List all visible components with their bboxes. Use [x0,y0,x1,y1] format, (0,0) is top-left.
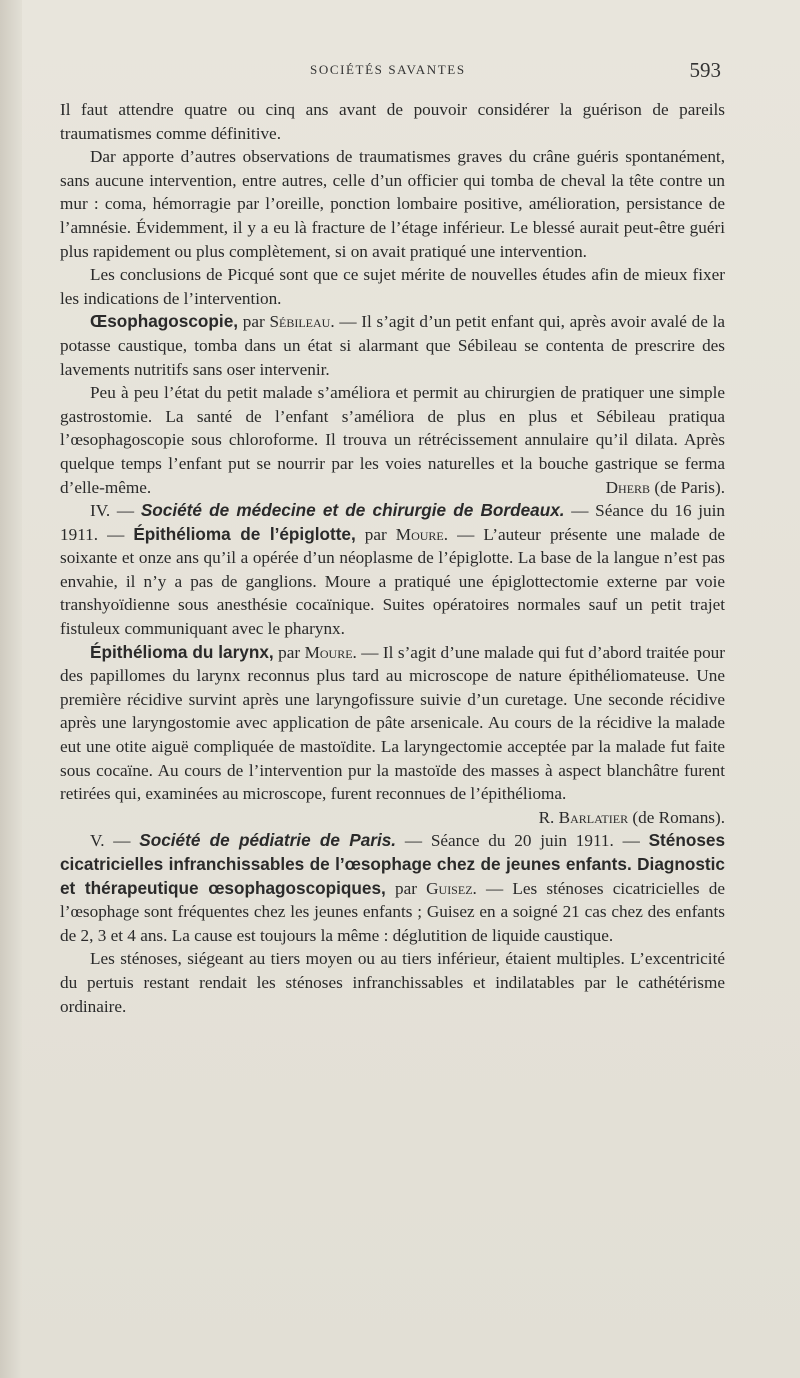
paragraph-text: . — Il s’agit d’une malade qui fut d’abord traitée pour des papillomes du larynx reconnus plus tard au microscope de nature épithéliomateuse. Une première récidive survint après une laryngofissure suivie d’un curetage. Une seconde récidive après une laryngostomie avec application de pâte arsenicale. Au cours de la récidive la malade eut une otite aiguë compliquée de mastoïdite. La laryngectomie acceptée par la malade fut faite sous cocaïne. Au cours de l’intervention pur la mastoïde des masses à aspect blanchâtre furent retirées qui, examinées au microscope, furent reconnues de l’épithélioma. [60,642,726,804]
author-sebileau: Sébileau [269,312,331,332]
society-pediatrie: Société de pédiatrie de Paris. [139,830,397,851]
paragraph-bordeaux [60,499,725,641]
par-word: par [385,878,427,898]
signature-barlatier [509,806,725,830]
section-title-larynx: Épithélioma du larynx, [90,641,274,662]
section-number: IV. — [90,501,141,521]
signature-place: (de Romans). [628,807,725,827]
par-word: par [355,524,396,544]
paragraph-pediatrie [60,829,725,947]
article-body [60,98,725,1018]
paragraph-1: Il faut attendre quatre ou cinq ans avant de pouvoir considérer la guérison de pareils traumatismes comme définitive. [60,100,725,143]
paragraph-larynx [60,641,725,830]
paragraph-text: Peu à peu l’état du petit malade s’améliora et permit au chirurgien de pratiquer une simple gastrostomie. La santé de l’enfant s’améliora de plus en plus et Sébileau pratiqua l’œsophagoscopie sous chloroforme. Il trouva un rétrécissement annulaire qu’il dilata. Après quelque temps l’enfant put se nourrir par les voies naturelles et la bouche gastrique se ferma d’elle-même. [60,383,725,497]
paragraph-text: . — Les sténoses cicatricielles de l’œsophage sont fréquentes chez les jeunes enfants ; Guisez en a soigné 21 cas chez des enfants de 2, 3 et 4 ans. La cause est toujours la même : déglutition de liquide caustique. [60,878,725,945]
signature-name: Dherb [605,477,651,497]
paragraph-text: . — Il s’agit d’un petit enfant qui, après avoir avalé de la potasse caustique, tomba dans un état si alarmant que Sébileau se contenta de prescrire des lavements nutritifs sans oser intervenir. [60,312,725,379]
page-number: 593 [689,58,721,82]
signature-dherb [576,476,725,500]
author-moure: Moure [395,524,444,544]
page-shadow-edge [0,0,22,1378]
section-title-epiglotte: Épithélioma de l’épiglotte, [133,523,356,544]
par-word: par [238,312,270,332]
session-date: — Séance du 20 juin 1911. — [396,831,649,851]
author-moure: Moure [304,642,353,662]
signature-place: (de Paris). [650,477,725,497]
paragraph-text: . — L’auteur présente une malade de soixante et onze ans qu’il a opérée d’un néoplasme de l’épiglotte. La base de la langue n’est pas envahie, il n’y a pas de ganglions. Moure a pratiqué une épiglottectomie externe par voie transhyoïdienne sous anesthésie cocaïnique. Suites opératoires normales sauf un petit trajet fistuleux communiquant avec le pharynx. [60,524,725,639]
section-title-stenoses: Sténoses cicatricielles infranchissables de l’œsophage chez de jeunes enfants. Diagnostic et thérapeutique œsophagoscopiques, [60,830,725,898]
author-guisez: Guisez [426,878,473,898]
signature-name: R. Barlatier [538,807,629,827]
paragraph-2: Dar apporte d’autres observations de traumatismes graves du crâne guéris spontanément, sans aucune intervention, entre autres, celle d’un officier qui tomba de cheval la tête contre un mur : coma, hémorragie par l’oreille, ponction lombaire positive, amélioration, persistance de l’amnésie. Évidemment, il y a eu là fracture de l’étage inférieur. Le blessé aurait peut-être guéri plus rapidement ou plus complètement, si on avait pratiqué une intervention. [60,147,725,261]
section-title-oesophagoscopie: Œsophagoscopie, [90,311,239,332]
par-word: par [273,642,305,662]
paragraph-3: Les conclusions de Picqué sont que ce sujet mérite de nouvelles études afin de mieux fixer les indications de l’intervention. [60,265,725,308]
society-bordeaux: Société de médecine et de chirurgie de Bordeaux. [140,500,565,521]
section-number: V. — [90,831,140,851]
paragraph-oesophagoscopie [60,310,725,381]
paragraph-9: Les sténoses, siégeant au tiers moyen ou au tiers inférieur, étaient multiples. L’excentricité du pertuis restant rendait les sténoses infranchissables et indilatables par le cathétérisme ordinaire. [60,949,725,1016]
paragraph-5 [60,381,725,499]
running-head: SOCIÉTÉS SAVANTES [310,62,466,77]
page-header [60,58,725,88]
session-date: — Séance du 16 juin 1911. — [60,501,726,544]
